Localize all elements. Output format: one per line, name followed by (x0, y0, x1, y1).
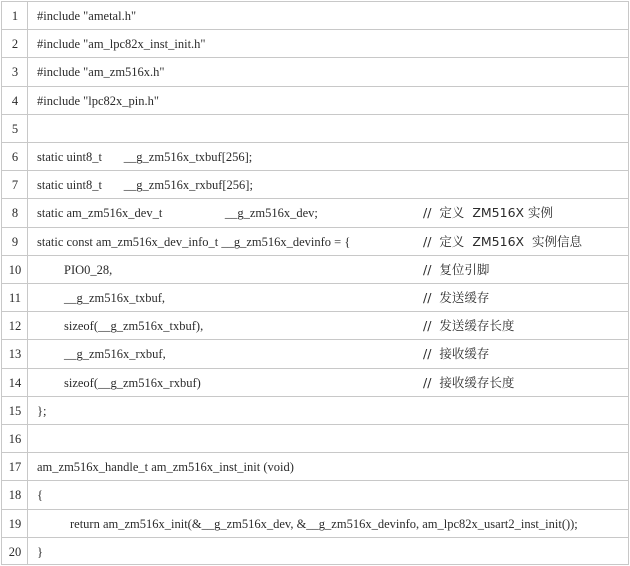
line-number: 14 (8, 375, 22, 390)
code-text: sizeof(__g_zm516x_txbuf), (64, 319, 204, 334)
code-listing (1, 1, 629, 565)
line-number: 5 (11, 121, 19, 136)
line-number: 13 (8, 347, 22, 362)
code-comment: // 发送缓存 (423, 290, 490, 305)
code-line (2, 453, 628, 481)
line-number: 20 (8, 544, 22, 559)
line-number: 6 (11, 150, 19, 164)
code-line (2, 58, 628, 86)
code-line (2, 481, 628, 509)
code-text: return am_zm516x_init(&__g_zm516x_dev, &__g_zm516x_devinfo, am_lpc82x_usart2_inst_init()); (70, 516, 578, 531)
code-text: }; (37, 403, 47, 418)
code-comment: // 定义 ZM516X 实例信息 (423, 233, 583, 249)
code-line (2, 538, 628, 566)
code-line (2, 340, 628, 368)
code-text: #include "ametal.h" (37, 9, 137, 23)
line-number: 15 (8, 403, 22, 418)
code-comment: // 发送缓存长度 (423, 318, 515, 334)
code-text: sizeof(__g_zm516x_rxbuf) (64, 375, 201, 390)
code-text: PIO0_28, (64, 262, 113, 277)
line-number: 17 (8, 460, 22, 475)
code-text: } (37, 544, 43, 559)
code-line (2, 425, 628, 453)
line-number: 10 (8, 262, 22, 277)
code-line (2, 397, 628, 425)
code-text: static am_zm516x_dev_t __g_zm516x_dev; (37, 206, 318, 221)
line-number: 2 (11, 37, 19, 52)
code-text: am_zm516x_handle_t am_zm516x_inst_init (void) (37, 460, 294, 475)
code-comment: // 复位引脚 (423, 261, 490, 277)
line-number: 8 (11, 206, 19, 221)
code-text: #include "lpc82x_pin.h" (37, 93, 159, 108)
line-number: 16 (8, 432, 22, 446)
code-line (2, 2, 628, 30)
line-number: 12 (8, 319, 22, 334)
code-line (2, 312, 628, 340)
code-line (2, 284, 628, 312)
code-text: static const am_zm516x_dev_info_t __g_zm516x_devinfo = { (37, 234, 351, 249)
line-number: 3 (11, 65, 19, 80)
code-text: #include "am_lpc82x_inst_init.h" (37, 37, 206, 52)
code-comment: // 定义 ZM516X 实例 (423, 205, 554, 221)
code-line (2, 228, 628, 256)
code-comment: // 接收缓存长度 (423, 374, 515, 390)
line-number: 7 (11, 178, 19, 193)
code-comment: // 接收缓存 (423, 346, 490, 362)
line-number: 1 (11, 9, 19, 23)
code-line (2, 143, 628, 171)
code-text: static uint8_t __g_zm516x_txbuf[256]; (37, 150, 253, 164)
line-number: 18 (8, 488, 22, 503)
code-line (2, 171, 628, 199)
code-text: __g_zm516x_rxbuf, (64, 347, 166, 362)
code-line (2, 256, 628, 284)
code-line (2, 87, 628, 115)
code-text: #include "am_zm516x.h" (37, 65, 165, 80)
code-line (2, 199, 628, 227)
line-number: 4 (11, 93, 19, 108)
code-text: { (37, 488, 43, 503)
line-number: 11 (8, 291, 22, 305)
code-line (2, 30, 628, 58)
code-line (2, 115, 628, 143)
code-line (2, 369, 628, 397)
code-line (2, 510, 628, 538)
code-text: static uint8_t __g_zm516x_rxbuf[256]; (37, 178, 253, 193)
code-text: __g_zm516x_txbuf, (64, 291, 166, 305)
line-number: 9 (11, 234, 19, 249)
line-number: 19 (8, 516, 22, 531)
